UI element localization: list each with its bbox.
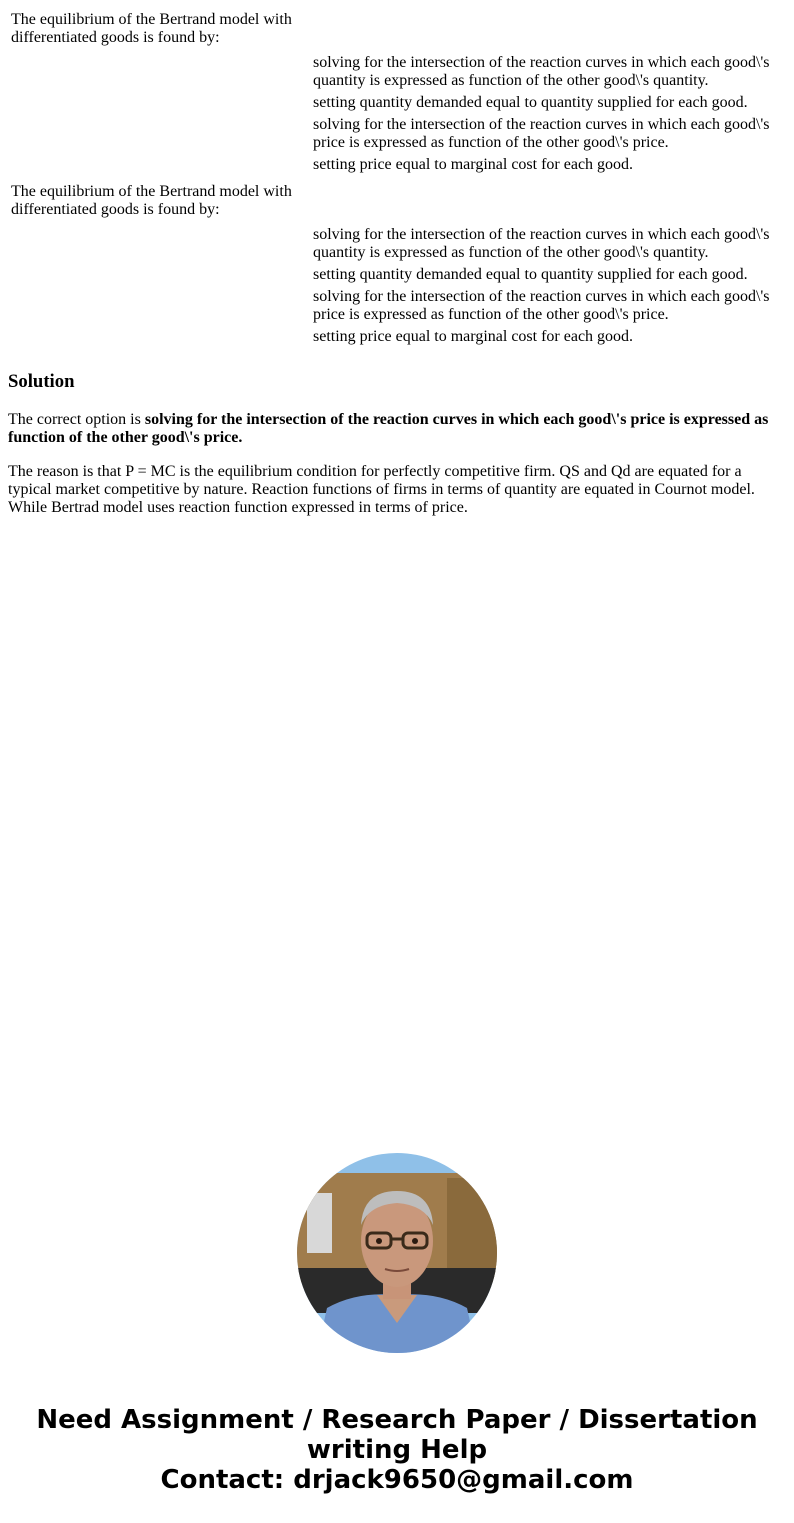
question-stem: The equilibrium of the Bertrand model with differentiated goods is found by: xyxy=(11,11,292,46)
answer-paragraph xyxy=(8,411,783,447)
option-1: solving for the intersection of the reaction curves in which each good\'s quantity is expressed as function of the other good\'s quantity. xyxy=(313,226,770,261)
option-4: setting price equal to marginal cost for each good. xyxy=(313,328,634,345)
solution-title: Solution xyxy=(8,371,75,392)
option-2: setting quantity demanded equal to quantity supplied for each good. xyxy=(313,266,748,283)
option-4: setting price equal to marginal cost for each good. xyxy=(313,156,634,173)
footer-contact: Contact: drjack9650@gmail.com xyxy=(160,1465,634,1495)
answer-text: solving for the intersection of the reaction curves in which each good\'s price is expressed as function of the other good\'s price. xyxy=(8,411,769,446)
option-3: solving for the intersection of the reaction curves in which each good\'s price is expressed as function of the other good\'s price. xyxy=(313,116,770,151)
reason-paragraph: The reason is that P = MC is the equilibrium condition for perfectly competitive firm. QS and Qd are equated for a typical market competitive by nature. Reaction functions of firms in terms of quantity are equated in Cournot model. While Bertrad model uses reaction function expressed in terms of price. xyxy=(8,463,755,516)
answer-prefix: The correct option is xyxy=(8,411,145,428)
author-avatar xyxy=(297,1153,497,1353)
question-stem: The equilibrium of the Bertrand model with differentiated goods is found by: xyxy=(11,183,292,218)
footer-help-text: Need Assignment / Research Paper / Dissertation writing Help xyxy=(36,1405,758,1465)
option-2: setting quantity demanded equal to quantity supplied for each good. xyxy=(313,94,748,111)
option-3: solving for the intersection of the reaction curves in which each good\'s price is expressed as function of the other good\'s price. xyxy=(313,288,770,323)
avatar-photo xyxy=(297,1153,497,1353)
option-1: solving for the intersection of the reaction curves in which each good\'s quantity is expressed as function of the other good\'s quantity. xyxy=(313,54,770,89)
footer-banner xyxy=(0,1405,794,1495)
